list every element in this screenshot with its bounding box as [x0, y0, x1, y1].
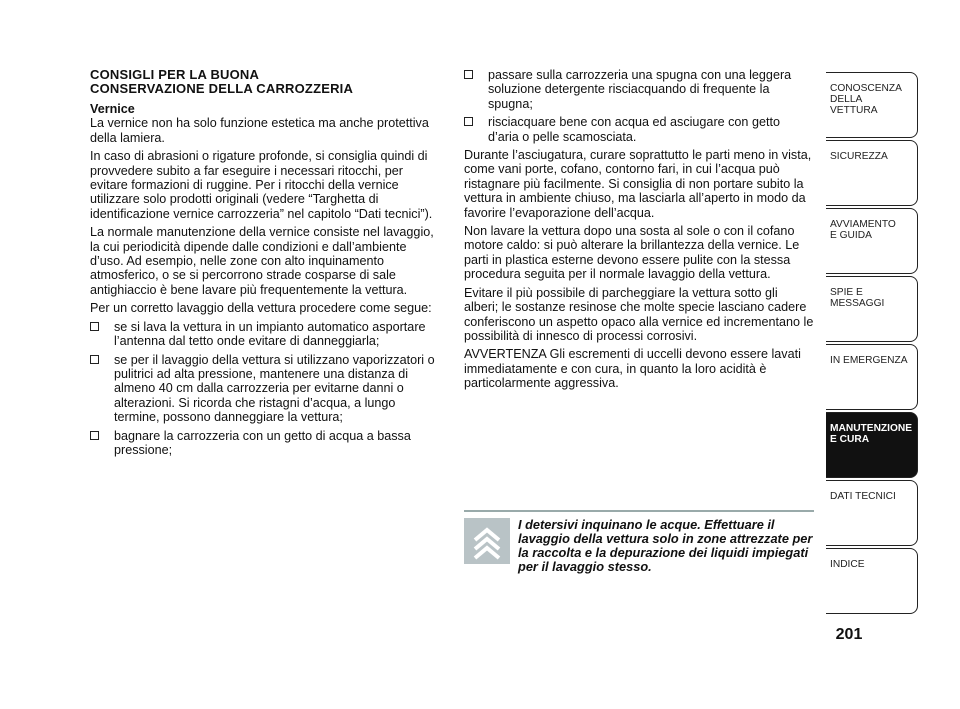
page-number: 201 — [835, 626, 863, 643]
checkbox-bullet-icon — [464, 117, 473, 126]
checkbox-bullet-icon — [90, 431, 99, 440]
checkbox-bullet-icon — [90, 355, 99, 364]
list-item: risciacquare bene con acqua ed asciugare con getto d’aria o pelle scamosciata. — [464, 115, 814, 144]
subheading-vernice: Vernice — [90, 102, 135, 116]
tab-spie-e-messaggi[interactable]: SPIE E MESSAGGI — [826, 276, 918, 342]
list-item: passare sulla carrozzeria una spugna con una leggera soluzione detergente risciacquando di frequente la spugna; — [464, 68, 814, 111]
checkbox-bullet-icon — [90, 322, 99, 331]
list-item: se per il lavaggio della vettura si utilizzano vaporizzatori o pulitrici ad alta pressione, mantenere una distanza di almeno 40 cm dalla carrozzeria per evitarne danni o alterazioni. Si ricorda che ristagni d’acqua, a lungo termine, possono danneggiare la vettura; — [90, 353, 436, 425]
paragraph: Evitare il più possibile di parcheggiare la vettura sotto gli alberi; le sostanze resinose che molte specie lasciano cadere conferiscono un aspetto opaco alla vernice ed incrementano le possibilità di innesco di processi corrosivi. — [464, 285, 814, 343]
right-column — [464, 68, 814, 395]
paragraph: La normale manutenzione della vernice consiste nel lavaggio, la cui periodicità dipende dalle condizioni e dall’ambiente d’uso. Ad esempio, nelle zone con alto inquinamento atmosferico, o se si percorrono strade cosparse di sale antighiaccio è bene lavare più frequentemente la vettura. — [90, 225, 434, 297]
paragraph: Durante l’asciugatura, curare soprattutto le parti meno in vista, come vani porte, cofano, contorno fari, in cui l’acqua può ristagnare più facilmente. Si consiglia di non portare subito la vettura in ambiente chiuso, ma lasciarla all’aperto in modo da favorire l’evaporazione dell’acqua. — [464, 148, 812, 220]
paragraph: Non lavare la vettura dopo una sosta al sole o con il cofano motore caldo: si può alterare la brillantezza della vernice. Le parti in plastica esterne devono essere pulite con la stessa procedura seguita per il normale lavaggio della vettura. — [464, 224, 800, 282]
tab-indice[interactable]: INDICE — [826, 548, 918, 614]
tab-manutenzione-e-cura[interactable]: MANUTENZIONE E CURA — [826, 412, 918, 478]
list-item: se si lava la vettura in un impianto automatico asportare l’antenna dal tetto onde evitare di danneggiarla; — [90, 320, 436, 349]
paragraph: Per un corretto lavaggio della vettura procedere come segue: — [90, 301, 432, 316]
environment-note — [464, 510, 814, 574]
paragraph-warning: AVVERTENZA Gli escrementi di uccelli devono essere lavati immediatamente e con cura, in quanto la loro acidità è particolarmente aggressiva. — [464, 347, 801, 391]
tab-sicurezza[interactable]: SICUREZZA — [826, 140, 918, 206]
paragraph: La vernice non ha solo funzione estetica ma anche protettiva della lamiera. — [90, 116, 429, 145]
chapter-sidebar — [826, 72, 918, 616]
section-title: CONSIGLI PER LA BUONA CONSERVAZIONE DELLA CARROZZERIA — [90, 67, 354, 96]
paragraph: In caso di abrasioni o rigature profonde, si consiglia quindi di provvedere subito a far eseguire i necessari ritocchi, per evitare formazioni di ruggine. Per i ritocchi della vernice utilizzare solo prodotti originali (vedere “Targhetta di identificazione vernice carrozzeria” nel capitolo “Dati tecnici”). — [90, 149, 433, 221]
tab-in-emergenza[interactable]: IN EMERGENZA — [826, 344, 918, 410]
list-item: bagnare la carrozzeria con un getto di acqua a bassa pressione; — [90, 429, 436, 458]
tab-conoscenza-della-vettura[interactable]: CONOSCENZA DELLA VETTURA — [826, 72, 918, 138]
tab-dati-tecnici[interactable]: DATI TECNICI — [826, 480, 918, 546]
checkbox-bullet-icon — [464, 70, 473, 79]
note-text: I detersivi inquinano le acque. Effettuare il lavaggio della vettura solo in zone attrezzate per la raccolta e la depurazione dei liquidi impiegati per il lavaggio stesso. — [518, 517, 813, 574]
environment-arrows-icon — [464, 518, 510, 564]
left-column — [90, 68, 436, 461]
tab-avviamento-e-guida[interactable]: AVVIAMENTO E GUIDA — [826, 208, 918, 274]
